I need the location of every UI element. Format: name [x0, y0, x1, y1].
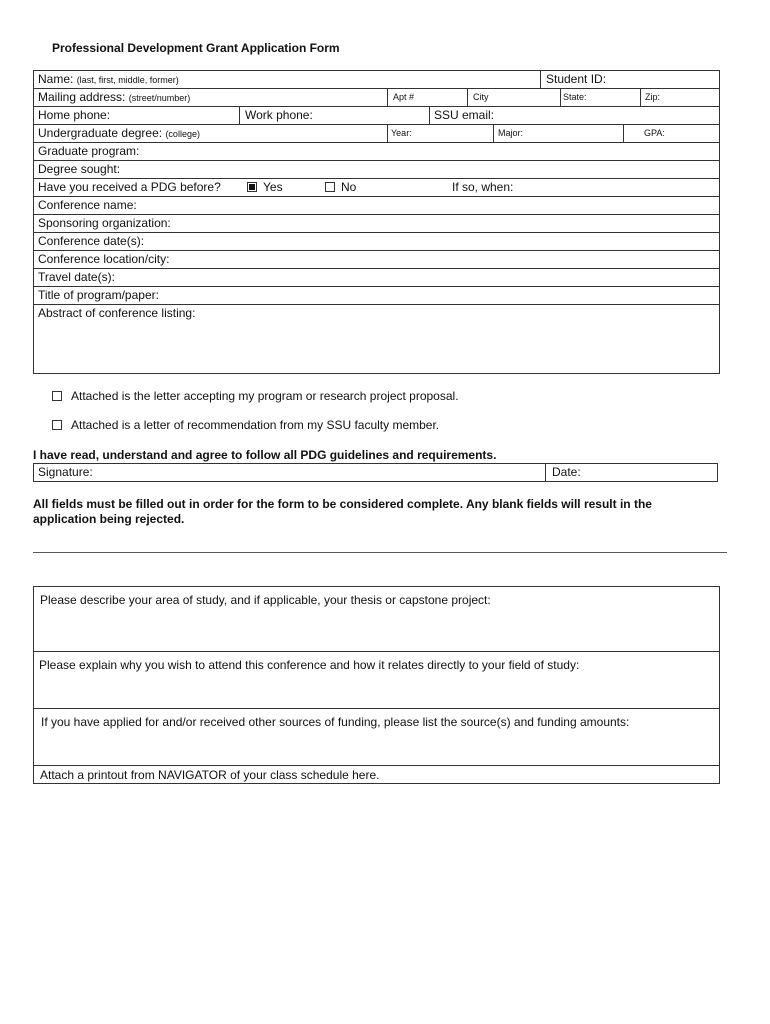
- major-field[interactable]: [493, 125, 623, 142]
- pdg-before-row: [34, 179, 719, 197]
- no-option[interactable]: [321, 179, 401, 196]
- state-label: State:: [563, 92, 587, 102]
- pdg-when-field[interactable]: [448, 179, 719, 196]
- sponsoring-org-label: Sponsoring organization:: [38, 216, 171, 230]
- abstract-field[interactable]: [34, 305, 719, 373]
- work-phone-label: Work phone:: [245, 108, 313, 122]
- why-attend-label: Please explain why you wish to attend this conference and how it relates directly to your field of study:: [39, 658, 580, 672]
- name-field[interactable]: [34, 71, 540, 88]
- program-title-label: Title of program/paper:: [38, 288, 159, 302]
- degree-sought-row: [34, 161, 719, 179]
- travel-dates-field[interactable]: [34, 269, 719, 286]
- signature-label: Signature:: [38, 465, 93, 479]
- agreement-statement: I have read, understand and agree to follow all PDG guidelines and requirements.: [33, 448, 497, 462]
- zip-field[interactable]: [640, 89, 719, 106]
- conference-name-row: [34, 197, 719, 215]
- major-label: Major:: [498, 128, 524, 138]
- completion-notice: All fields must be filled out in order for the form to be considered complete. Any blank fields will result in the application being rejected.: [33, 497, 652, 526]
- travel-dates-label: Travel date(s):: [38, 270, 115, 284]
- conference-name-field[interactable]: [34, 197, 719, 214]
- program-title-row: [34, 287, 719, 305]
- conference-location-field[interactable]: [34, 251, 719, 268]
- undergrad-hint: (college): [165, 129, 200, 139]
- graduate-program-label: Graduate program:: [38, 144, 140, 158]
- phone-row: [34, 107, 719, 125]
- city-field[interactable]: [467, 89, 560, 106]
- zip-label: Zip:: [645, 92, 661, 102]
- sponsoring-org-field[interactable]: [34, 215, 719, 232]
- questions-table: [33, 586, 720, 784]
- yes-label: Yes: [263, 180, 283, 194]
- abstract-row: [34, 305, 719, 374]
- ssu-email-label: SSU email:: [434, 108, 495, 122]
- conference-location-row: [34, 251, 719, 269]
- undergrad-label: Undergraduate degree:: [38, 126, 163, 140]
- undergrad-degree-field[interactable]: [34, 125, 387, 142]
- graduate-program-row: [34, 143, 719, 161]
- student-id-field[interactable]: [540, 71, 719, 88]
- degree-sought-label: Degree sought:: [38, 162, 121, 176]
- abstract-label: Abstract of conference listing:: [38, 306, 196, 320]
- attach-schedule-label: Attach a printout from NAVIGATOR of your class schedule here.: [40, 768, 380, 782]
- pdg-before-label: Have you received a PDG before?: [38, 180, 221, 194]
- home-phone-field[interactable]: [34, 107, 239, 124]
- sponsoring-org-row: [34, 215, 719, 233]
- why-attend-field[interactable]: [34, 652, 719, 709]
- year-field[interactable]: [387, 125, 493, 142]
- attach-acceptance-checkbox[interactable]: [52, 391, 62, 401]
- name-hint: (last, first, middle, former): [76, 75, 179, 85]
- student-id-label: Student ID:: [546, 72, 607, 86]
- gpa-field[interactable]: [623, 125, 719, 142]
- mailing-address-field[interactable]: [34, 89, 387, 106]
- conference-dates-label: Conference date(s):: [38, 234, 145, 248]
- yes-checkbox[interactable]: [247, 182, 257, 192]
- attach-recommendation-option[interactable]: [52, 418, 439, 432]
- attach-acceptance-label: Attached is the letter accepting my program or research project proposal.: [71, 389, 459, 403]
- mailing-row: [34, 89, 719, 107]
- section-divider: [33, 552, 727, 553]
- area-of-study-label: Please describe your area of study, and if applicable, your thesis or capstone project:: [40, 593, 491, 607]
- conference-location-label: Conference location/city:: [38, 252, 170, 266]
- conference-dates-row: [34, 233, 719, 251]
- mailing-label: Mailing address:: [38, 90, 126, 104]
- no-checkbox[interactable]: [325, 182, 335, 192]
- date-label: Date:: [552, 465, 581, 479]
- conference-dates-field[interactable]: [34, 233, 719, 250]
- name-label: Name:: [38, 72, 74, 86]
- other-funding-label: If you have applied for and/or received other sources of funding, please list the source(s) and funding amounts:: [41, 715, 630, 729]
- ssu-email-field[interactable]: [429, 107, 719, 124]
- program-title-field[interactable]: [34, 287, 719, 304]
- area-of-study-field[interactable]: [34, 587, 719, 652]
- home-phone-label: Home phone:: [38, 108, 111, 122]
- other-funding-field[interactable]: [34, 709, 719, 766]
- form-title: Professional Development Grant Application Form: [52, 41, 340, 55]
- applicant-info-table: [33, 70, 720, 374]
- gpa-label: GPA:: [644, 128, 665, 138]
- attach-schedule-field[interactable]: [34, 766, 719, 784]
- year-label: Year:: [391, 128, 412, 138]
- undergrad-row: [34, 125, 719, 143]
- mailing-hint: (street/number): [128, 93, 191, 103]
- work-phone-field[interactable]: [239, 107, 429, 124]
- state-field[interactable]: [560, 89, 640, 106]
- graduate-program-field[interactable]: [34, 143, 719, 160]
- signature-field[interactable]: [34, 464, 545, 481]
- no-label: No: [341, 180, 357, 194]
- name-row: [34, 71, 719, 89]
- attach-recommendation-label: Attached is a letter of recommendation from my SSU faculty member.: [71, 418, 440, 432]
- conference-name-label: Conference name:: [38, 198, 137, 212]
- attach-acceptance-option[interactable]: [52, 389, 459, 403]
- if-so-when-label: If so, when:: [452, 180, 514, 194]
- degree-sought-field[interactable]: [34, 161, 719, 178]
- city-label: City: [473, 92, 489, 102]
- signature-box: [33, 463, 718, 482]
- date-field[interactable]: [545, 464, 717, 481]
- apt-label: Apt #: [393, 92, 415, 102]
- apt-field[interactable]: [387, 89, 467, 106]
- travel-dates-row: [34, 269, 719, 287]
- attach-recommendation-checkbox[interactable]: [52, 420, 62, 430]
- yes-option[interactable]: [243, 179, 323, 196]
